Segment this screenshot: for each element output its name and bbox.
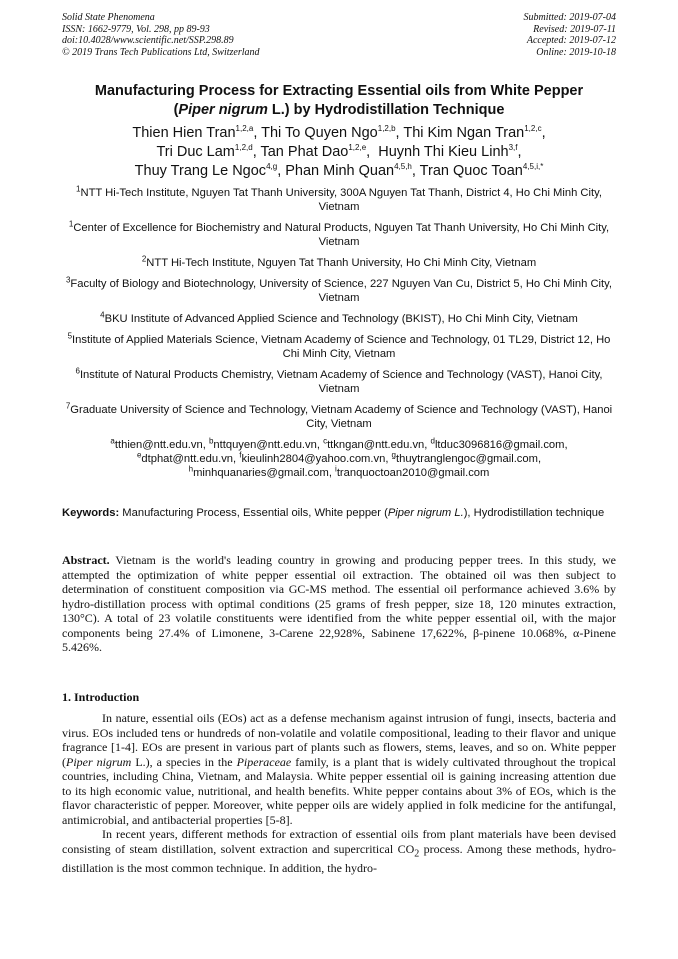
author-name: Tan Phat Dao [260, 144, 349, 160]
abstract-block [62, 553, 616, 655]
author-sep: , [395, 125, 404, 141]
affiliation-number: 5 [67, 331, 73, 341]
affiliation-item [62, 221, 616, 249]
email-line-3 [62, 466, 616, 480]
email-sup: h [188, 464, 194, 474]
affiliation-number: 3 [65, 275, 71, 285]
email-sep: , [202, 439, 209, 451]
keywords-label: Keywords: [62, 507, 120, 519]
revised-date: Revised: 2019-07-11 [533, 23, 616, 35]
intro-paragraph-2 [62, 827, 616, 876]
author-name: Phan Minh Quan [285, 163, 395, 179]
affiliation-item [62, 333, 616, 361]
author-sep: , [277, 163, 286, 179]
author-line-2 [62, 143, 616, 162]
author-sup: 3,f [508, 143, 518, 153]
author-sup: 1,2,b [377, 124, 396, 134]
email-sup: f [239, 450, 242, 460]
email-sep: , [316, 439, 324, 451]
online-date: Online: 2019-10-18 [536, 46, 616, 58]
author-name: Thi Kim Ngan Tran [403, 125, 525, 141]
email-link[interactable]: minhquanaries@gmail.com [193, 467, 329, 479]
intro-p1-text: In nature, essential oils (EOs) act as a defense mechanism against intrusion of fungi, insects, bacteria and virus. EOs included tens or hundreds of non-volatile and volatile compositional, leading to their flavor and unique fragrance [1-4]. EOs are present in various part of plants such as flowers, stems, leaves, and so on. White pepper ( [62, 711, 616, 769]
intro-p2-text: In recent years, different methods for extraction of essential oils from plant materials have been devised consisting of steam distillation, solvent extraction and supercritical CO [62, 827, 616, 856]
intro-p2-text: process. Among these methods, hydro-distillation is the most common technique. In addition, the hydro- [62, 841, 616, 876]
author-line-3 [62, 162, 616, 181]
issn-line: ISSN: 1662-9779, Vol. 298, pp 89-93 [62, 23, 210, 35]
title-rest: L.) by Hydrodistillation Technique [267, 102, 505, 118]
affiliation-text: Institute of Applied Materials Science, Vietnam Academy of Science and Technology, 01 TL29, District 12, Ho Chi Minh City, Vietnam [72, 334, 611, 360]
email-sep: , [233, 453, 240, 465]
email-sup: d [430, 436, 435, 446]
author-name: Thuy Trang Le Ngoc [134, 163, 267, 179]
affiliation-text: Faculty of Biology and Biotechnology, University of Science, 227 Nguyen Van Cu, District 5, Ho Chi Minh City, Vietnam [70, 278, 613, 304]
author-name: Thien Hien Tran [132, 125, 236, 141]
keywords-text-before: Manufacturing Process, Essential oils, White pepper ( [119, 507, 388, 519]
keywords-text-after: ), Hydrodistillation technique [463, 507, 605, 519]
email-sup: b [208, 436, 214, 446]
affiliation-number: 6 [75, 366, 80, 376]
title-line-2 [62, 101, 616, 120]
author-sup: 1,2,d [234, 143, 253, 153]
affiliation-text: Institute of Natural Products Chemistry, Vietnam Academy of Science and Technology (VAST), Hanoi City, Vietnam [79, 369, 603, 395]
affiliation-text: BKU Institute of Advanced Applied Science and Technology (BKIST), Ho Chi Minh City, Vietnam [104, 313, 578, 325]
affiliation-number: 7 [65, 401, 71, 411]
email-line-2 [62, 452, 616, 466]
author-sep: , [366, 144, 379, 160]
abstract-label: Abstract. [62, 553, 110, 567]
affiliation-item [62, 256, 616, 270]
doi-line: doi:10.4028/www.scientific.net/SSP.298.89 [62, 35, 234, 46]
intro-p1-species: Piper nigrum [66, 754, 132, 769]
email-sup: c [323, 436, 328, 446]
author-name: Tri Duc Lam [156, 144, 235, 160]
introduction-body [62, 711, 616, 876]
author-name: Tran Quoc Toan [419, 163, 523, 179]
intro-paragraph-1 [62, 711, 616, 827]
author-sep: , [517, 144, 522, 160]
affiliation-item [62, 312, 616, 326]
email-sep: , [537, 453, 542, 465]
affiliation-text: NTT Hi-Tech Institute, Nguyen Tat Thanh University, Ho Chi Minh City, Vietnam [146, 257, 537, 269]
keywords-species: Piper nigrum L. [387, 507, 464, 519]
author-line-1 [62, 124, 616, 143]
intro-p1-text: L.), a species in the [131, 754, 237, 769]
author-sup: 4,5,h [394, 162, 412, 172]
author-sep: , [541, 125, 546, 141]
affiliation-text: Center of Excellence for Biochemistry and Natural Products, Nguyen Tat Thanh University, Ho Chi Minh City, Vietnam [73, 222, 610, 248]
intro-p2-subscript: 2 [414, 847, 420, 859]
affiliation-text: NTT Hi-Tech Institute, Nguyen Tat Thanh University, 300A Nguyen Tat Thanh, District 4, Ho Chi Minh City, Vietnam [80, 187, 602, 213]
author-sep: , [411, 163, 420, 179]
email-link[interactable]: tthien@ntt.edu.vn [114, 439, 203, 451]
author-sup: 1,2,c [524, 124, 542, 134]
journal-name: Solid State Phenomena [62, 12, 155, 23]
author-list [62, 124, 616, 181]
intro-p1-text: family, is a plant that is widely cultivated throughout the tropical countries, including China, Vietnam, and Malaysia. White pepper essential oil is gaining increasing attention due to its high economic value, nutritional, and health benefits. White pepper contains about 3% of EOs, which is the flavor characteristic of pepper. Moreover, white pepper oils are widely applied in folk medicine for the antifungal, antimicrobial, and antibacterial properties [5-8]. [62, 754, 616, 827]
affiliation-item [62, 186, 616, 214]
email-link[interactable]: nttquyen@ntt.edu.vn [213, 439, 317, 451]
email-sep: , [385, 453, 392, 465]
email-sep: , [328, 467, 336, 479]
author-name: Huynh Thi Kieu Linh [378, 144, 509, 160]
keywords-block [62, 506, 616, 520]
accepted-date: Accepted: 2019-07-12 [526, 35, 616, 46]
paper-title [62, 82, 616, 120]
email-line-1 [62, 438, 616, 452]
email-sep: , [564, 439, 568, 451]
author-sup: 4,5,i,* [522, 162, 544, 172]
affiliation-item [62, 368, 616, 396]
affiliation-text: Graduate University of Science and Technology, Vietnam Academy of Science and Technology (VAST), Hanoi City, Vietnam [70, 404, 613, 430]
section-heading-introduction: 1. Introduction [62, 690, 140, 704]
author-sup: 1,2,a [235, 124, 254, 134]
author-sep: , [252, 144, 261, 160]
author-sup: 4,g [266, 162, 278, 172]
journal-header-left [62, 12, 260, 58]
email-link[interactable]: thuytranglengoc@gmail.com [395, 453, 538, 465]
author-sup: 1,2,e [348, 143, 367, 153]
title-species: Piper nigrum [178, 102, 268, 118]
abstract-text: Vietnam is the world's leading country in growing and producing pepper trees. In this study, we attempted the optimization of white pepper essential oil extraction. The obtained oil was then subject to determination of constituent composition via GC-MS method. The essential oil performance achieved 3.6% by hydro-distillation process with optimal conditions (25 grams of fresh pepper, size 18, 120 minutes extraction, 130°C). A total of 23 volatile constituents were identified from the white pepper essential oil, with the major components being 27.4% of Limonene, 3-Carene 22,928%, Sabinene 17,622%, β-pinene 10.068%, α-Pinene 5.426%. [62, 553, 616, 654]
email-sup: g [391, 450, 396, 460]
email-link[interactable]: dtphat@ntt.edu.vn [141, 453, 234, 465]
journal-header-right [524, 12, 617, 58]
title-paren: ( [173, 102, 179, 118]
affiliation-number: 4 [100, 310, 105, 320]
affiliation-number: 1 [68, 219, 74, 229]
email-list [62, 438, 616, 480]
affiliation-number: 2 [141, 254, 147, 264]
email-link[interactable]: ltduc3096816@gmail.com [434, 439, 565, 451]
intro-p1-family: Piperaceae [236, 754, 292, 769]
copyright-line: © 2019 Trans Tech Publications Ltd, Switzerland [62, 46, 260, 58]
email-sep: , [424, 439, 431, 451]
affiliation-item [62, 403, 616, 431]
affiliation-item [62, 277, 616, 305]
email-link[interactable]: tranquoctoan2010@gmail.com [336, 467, 490, 479]
email-link[interactable]: kieulinh2804@yahoo.com.vn [241, 453, 386, 465]
affiliation-number: 1 [76, 184, 81, 194]
email-link[interactable]: ttkngan@ntt.edu.vn [327, 439, 425, 451]
email-sup: i [335, 464, 337, 474]
affiliation-list [62, 186, 616, 480]
author-name: Thi To Quyen Ngo [261, 125, 378, 141]
email-sup: e [136, 450, 142, 460]
submitted-date: Submitted: 2019-07-04 [523, 12, 616, 23]
title-line-1: Manufacturing Process for Extracting Essential oils from White Pepper [94, 83, 584, 99]
author-sep: , [253, 125, 262, 141]
email-sup: a [110, 436, 115, 446]
